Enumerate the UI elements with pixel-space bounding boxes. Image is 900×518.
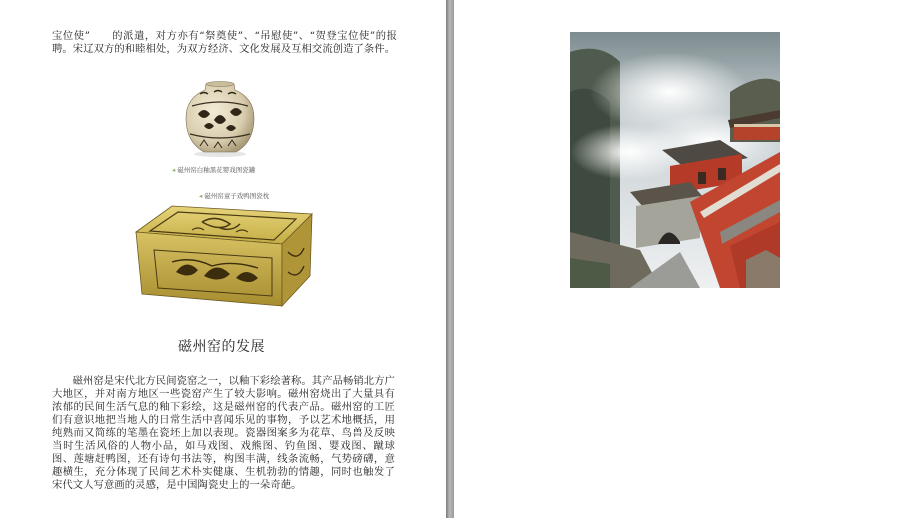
mount-tai-temple-photo	[570, 32, 780, 288]
left-top-paragraph: 宝位使” 的派遣，对方亦有“祭奠使”、“吊慰使”、“贺登宝位使”的报聘。宋辽双方的和睦相处，为双方经济、文化发展及互相交流创造了条件。	[52, 30, 397, 55]
left-section-title: 磁州窑的发展	[178, 339, 265, 355]
pillow-caption	[199, 191, 269, 200]
cizhou-jar-illustration	[180, 76, 260, 158]
cizhou-pillow-illustration	[132, 202, 314, 312]
leaf-bullet-icon: ◂	[199, 192, 203, 200]
left-page	[0, 0, 446, 518]
right-page	[454, 0, 900, 518]
book-gutter	[446, 0, 454, 518]
leaf-bullet-icon: ◂	[172, 166, 176, 174]
jar-caption-text: 磁州窑白釉黑花婴戏图瓷罐	[177, 166, 256, 174]
jar-caption	[172, 165, 255, 174]
pillow-caption-text: 磁州窑童子戏鸭图瓷枕	[204, 192, 270, 200]
left-section-body: 磁州窑是宋代北方民间瓷窑之一，以釉下彩绘著称。其产品畅销北方广大地区，并对南方地区一些瓷窑产生了较大影响。磁州窑烧出了大量具有浓郁的民间生活气息的釉下彩绘，这是磁州窑的代表产品。磁州窑的工匠们有意识地把当地人的日常生活中喜闻乐见的事物，予以艺术地概括，用纯熟而又简练的笔墨在瓷坯上加以表现。瓷器图案多为花草、鸟兽及反映当时生活风俗的人物小品，如马戏图、戏熊图、钓鱼图、婴戏图、蹴球图、莲塘赶鸭图，还有诗句书法等，构图丰满，线条流畅，气势磅礴，意趣横生，充分体现了民间艺术朴实健康、生机勃勃的情趣，同时也触发了宋代文人写意画的灵感，是中国陶瓷史上的一朵奇葩。	[52, 375, 395, 491]
